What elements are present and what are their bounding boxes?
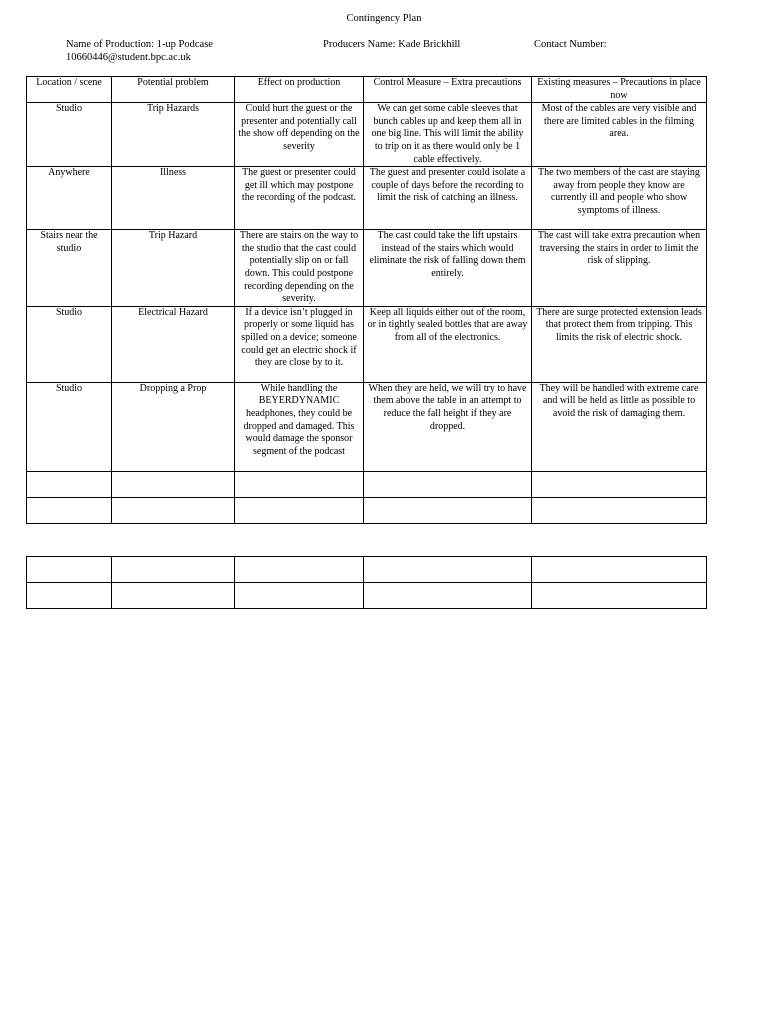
- empty-table-row: [27, 471, 707, 497]
- table-row: [27, 103, 707, 167]
- header-problem: Potential problem: [112, 77, 235, 103]
- empty-cell: [532, 497, 707, 523]
- empty-cell: [235, 497, 364, 523]
- header-existing-measures: Existing measures – Precautions in place now: [532, 77, 707, 103]
- empty-cell: [235, 557, 364, 583]
- continuation-table: [26, 556, 707, 609]
- cell-existing: They will be handled with extreme care and will be held as little as possible to avoid the risk of damaging them.: [532, 382, 707, 471]
- cell-control: The cast could take the lift upstairs instead of the stairs which would eliminate the risk of falling down them entirely.: [364, 230, 532, 307]
- empty-cell: [112, 557, 235, 583]
- cell-existing: The cast will take extra precaution when traversing the stairs in order to limit the risk of slipping.: [532, 230, 707, 307]
- table-header-row: [27, 77, 707, 103]
- empty-cell: [112, 471, 235, 497]
- empty-table-row: [27, 497, 707, 523]
- cell-problem: Electrical Hazard: [112, 306, 235, 382]
- cell-effect: If a device isn’t plugged in properly or some liquid has spilled on a device; someone could get an electric shock if they are close by to it.: [235, 306, 364, 382]
- cell-existing: There are surge protected extension leads that protect them from tripping. This limits the risk of electric shock.: [532, 306, 707, 382]
- header-control-measure: Control Measure – Extra precautions: [364, 77, 532, 103]
- table-row: [27, 167, 707, 230]
- table-row: [27, 382, 707, 471]
- cell-location: Anywhere: [27, 167, 112, 230]
- empty-cell: [532, 471, 707, 497]
- cell-control: Keep all liquids either out of the room, or in tightly sealed bottles that are away from all of the electronics.: [364, 306, 532, 382]
- empty-cell: [27, 583, 112, 609]
- cell-location: Studio: [27, 306, 112, 382]
- cell-effect: There are stairs on the way to the studio that the cast could potentially slip on or fall down. This could postpone recording depending on the severity.: [235, 230, 364, 307]
- cell-location: Stairs near the studio: [27, 230, 112, 307]
- cell-problem: Dropping a Prop: [112, 382, 235, 471]
- empty-table-row: [27, 583, 707, 609]
- production-name: Name of Production: 1-up Podcase: [66, 39, 213, 50]
- cell-effect: While handling the BEYERDYNAMIC headphones, they could be dropped and damaged. This would damage the sponsor segment of the podcast: [235, 382, 364, 471]
- empty-cell: [364, 471, 532, 497]
- cell-control: We can get some cable sleeves that bunch cables up and keep them all in one big line. This will limit the ability to trip on it as there would only be 1 cable effectively.: [364, 103, 532, 167]
- cell-problem: Trip Hazard: [112, 230, 235, 307]
- cell-effect: The guest or presenter could get ill which may postpone the recording of the podcast.: [235, 167, 364, 230]
- contact-email: 10660446@student.bpc.ac.uk: [66, 52, 191, 63]
- empty-cell: [364, 557, 532, 583]
- empty-cell: [532, 583, 707, 609]
- empty-cell: [235, 471, 364, 497]
- cell-problem: Illness: [112, 167, 235, 230]
- cell-effect: Could hurt the guest or the presenter and potentially call the show off depending on the severity: [235, 103, 364, 167]
- contact-number-label: Contact Number:: [534, 39, 607, 50]
- table-row: [27, 230, 707, 307]
- cell-control: When they are held, we will try to have them above the table in an attempt to reduce the fall height if they are dropped.: [364, 382, 532, 471]
- header-effect: Effect on production: [235, 77, 364, 103]
- empty-cell: [532, 557, 707, 583]
- cell-existing: Most of the cables are very visible and there are limited cables in the filming area.: [532, 103, 707, 167]
- empty-table-row: [27, 557, 707, 583]
- contingency-table: [26, 76, 707, 524]
- cell-existing: The two members of the cast are staying away from people they know are currently ill and people who show symptoms of illness.: [532, 167, 707, 230]
- empty-cell: [112, 583, 235, 609]
- cell-problem: Trip Hazards: [112, 103, 235, 167]
- empty-cell: [235, 583, 364, 609]
- document-title: Contingency Plan: [346, 13, 422, 24]
- empty-cell: [27, 471, 112, 497]
- producer-name: Producers Name: Kade Brickhill: [323, 39, 461, 50]
- cell-control: The guest and presenter could isolate a couple of days before the recording to limit the risk of catching an illness.: [364, 167, 532, 230]
- header-location: Location / scene: [27, 77, 112, 103]
- cell-location: Studio: [27, 103, 112, 167]
- empty-cell: [364, 583, 532, 609]
- table-row: [27, 306, 707, 382]
- cell-location: Studio: [27, 382, 112, 471]
- empty-cell: [112, 497, 235, 523]
- empty-cell: [27, 557, 112, 583]
- empty-cell: [27, 497, 112, 523]
- empty-cell: [364, 497, 532, 523]
